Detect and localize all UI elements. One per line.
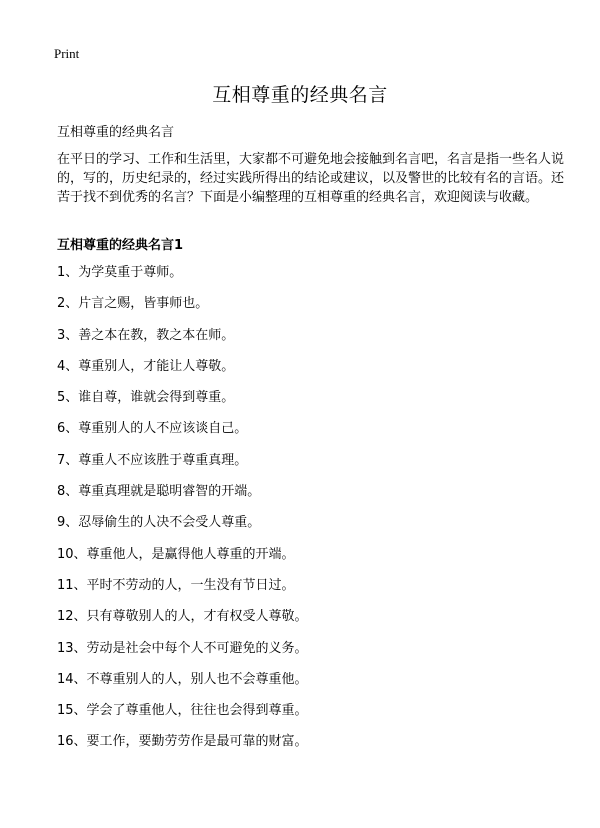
quote-item: 10、尊重他人，是赢得他人尊重的开端。 [57, 546, 295, 562]
quote-item: 3、善之本在教，教之本在师。 [57, 327, 235, 343]
quote-item: 4、尊重别人，才能让人尊敬。 [57, 358, 235, 374]
section-heading: 互相尊重的经典名言1 [57, 238, 184, 253]
quote-item: 6、尊重别人的人不应该谈自己。 [57, 421, 248, 437]
quote-item: 13、劳动是社会中每个人不可避免的义务。 [57, 640, 308, 656]
quote-item: 15、学会了尊重他人，往往也会得到尊重。 [57, 703, 308, 719]
quote-item: 9、忍辱偷生的人决不会受人尊重。 [57, 515, 261, 531]
quote-item: 1、为学莫重于尊师。 [57, 265, 183, 280]
quote-item: 12、只有尊敬别人的人，才有权受人尊敬。 [57, 609, 308, 625]
quote-item: 14、不尊重别人的人，别人也不会尊重他。 [57, 671, 308, 687]
quote-item: 16、要工作，要勤劳劳作是最可靠的财富。 [57, 734, 308, 750]
quote-item: 2、片言之赐，皆事师也。 [57, 296, 209, 312]
quote-item: 8、尊重真理就是聪明睿智的开端。 [57, 484, 261, 500]
quote-item: 7、尊重人不应该胜于尊重真理。 [57, 452, 248, 468]
article-subtitle: 互相尊重的经典名言 [57, 125, 175, 140]
quote-item: 5、谁自尊，谁就会得到尊重。 [57, 390, 235, 406]
print-link[interactable]: Print [54, 46, 80, 61]
quote-list [57, 264, 308, 765]
quote-item: 11、平时不劳动的人，一生没有节日过。 [57, 577, 295, 593]
intro-paragraph: 在平日的学习、工作和生活里，大家都不可避免地会接触到名言吧，名言是指一些名人说的，写的，历史纪录的，经过实践所得出的结论或建议，以及警世的比较有名的言语。还苦于找不到优秀的名言？下面是小编整理的互相尊重的经典名言，欢迎阅读与收藏。 [57, 152, 565, 205]
page-title: 互相尊重的经典名言 [212, 84, 388, 106]
